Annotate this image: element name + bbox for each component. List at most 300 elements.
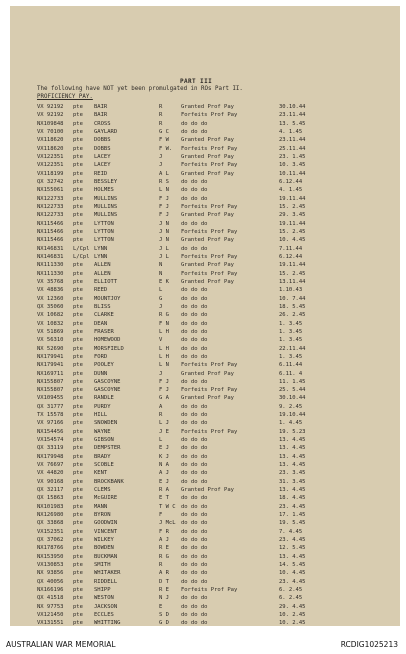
initials: R S (159, 178, 169, 185)
date: 19.10.44 (279, 412, 306, 419)
event: do do do (181, 120, 208, 127)
initials: E (159, 603, 163, 610)
date: 19.11.44 (279, 220, 306, 227)
service-number: NX169711 (37, 370, 64, 377)
surname: SCOBLE (94, 462, 114, 469)
initials: F J (159, 195, 169, 202)
initials: F W. (159, 145, 173, 152)
initials: R G (159, 312, 169, 319)
initials: L (159, 287, 163, 294)
record-row (37, 328, 387, 336)
service-number: NX126980 (37, 512, 64, 519)
rank: pte (73, 228, 83, 235)
date: 25.11.44 (279, 145, 306, 152)
surname: LYTTON (94, 220, 114, 227)
surname: LYTTON (94, 237, 114, 244)
record-row (37, 544, 387, 552)
service-number: VX118199 (37, 170, 64, 177)
initials: R G (159, 553, 169, 560)
event: do do do (181, 478, 208, 485)
date: 13. 4.45 (279, 453, 306, 460)
record-row (37, 428, 387, 436)
surname: ALLEN (94, 270, 111, 277)
event: do do do (181, 453, 208, 460)
event: Forfeits Prof Pay (181, 253, 238, 260)
initials: K J (159, 453, 169, 460)
rank: pte (73, 337, 83, 344)
record-row (37, 528, 387, 536)
surname: GAYLARD (94, 128, 118, 135)
service-number: QX 15863 (37, 495, 64, 502)
date: 10.11.44 (279, 170, 306, 177)
record-row (37, 103, 387, 111)
surname: LYNN (94, 253, 108, 260)
date: 23. 4.45 (279, 537, 306, 544)
date: 23. 4.45 (279, 503, 306, 510)
service-number: NX146831 (37, 245, 64, 252)
record-row (37, 411, 387, 419)
date: 6. 2.45 (279, 595, 303, 602)
service-number: NX179941 (37, 353, 64, 360)
event: do do do (181, 495, 208, 502)
record-row (37, 253, 387, 261)
date: 19.11.44 (279, 195, 306, 202)
surname: MANN (94, 503, 108, 510)
rank: pte (73, 237, 83, 244)
record-row (37, 486, 387, 494)
service-number: QX 37062 (37, 537, 64, 544)
rank: pte (73, 620, 83, 627)
event: do do do (181, 445, 208, 452)
record-row (37, 111, 387, 119)
initials: A R (159, 570, 169, 577)
date: 13. 4.45 (279, 553, 306, 560)
date: 10. 4.45 (279, 570, 306, 577)
rank: pte (73, 428, 83, 435)
rank: pte (73, 170, 83, 177)
record-row (37, 128, 387, 136)
record-row (37, 419, 387, 427)
date: 29. 3.45 (279, 212, 306, 219)
typed-text-area (10, 6, 400, 626)
record-row (37, 561, 387, 569)
surname: GIBSON (94, 437, 114, 444)
event: do do do (181, 287, 208, 294)
surname: ECCLES (94, 612, 114, 619)
record-row (37, 378, 387, 386)
initials: J (159, 153, 163, 160)
surname: GASCOYNE (94, 387, 121, 394)
section-heading: PROFICIENCY PAY. (37, 94, 93, 100)
service-number: QX 35060 (37, 303, 64, 310)
surname: HOMEWOOD (94, 337, 121, 344)
event: do do do (181, 545, 208, 552)
date: 10. 7.44 (279, 295, 306, 302)
date: 4. 1.45 (279, 187, 303, 194)
record-row (37, 120, 387, 128)
rank: pte (73, 512, 83, 519)
event: do do do (181, 553, 208, 560)
date: 22.11.44 (279, 345, 306, 352)
document-id: RCDIG1025213 (340, 640, 398, 649)
event: do do do (181, 470, 208, 477)
surname: WESTON (94, 595, 114, 602)
event: Granted Prof Pay (181, 137, 234, 144)
service-number: VX 12360 (37, 295, 64, 302)
rank: pte (73, 387, 83, 394)
date: 19. 5.23 (279, 428, 306, 435)
initials: R (159, 562, 163, 569)
event: do do do (181, 345, 208, 352)
date: 13.11.44 (279, 278, 306, 285)
record-row (37, 553, 387, 561)
date: 13. 4.45 (279, 487, 306, 494)
initials: D T (159, 578, 169, 585)
date: 1. 4.45 (279, 420, 303, 427)
rank: pte (73, 412, 83, 419)
record-row (37, 178, 387, 186)
initials: A (159, 403, 163, 410)
initials: A J (159, 537, 169, 544)
record-row (37, 278, 387, 286)
event: do do do (181, 187, 208, 194)
event: Granted Prof Pay (181, 237, 234, 244)
service-number: NX155061 (37, 187, 64, 194)
service-number: NX 52690 (37, 345, 64, 352)
event: do do do (181, 537, 208, 544)
event: do do do (181, 420, 208, 427)
initials: J (159, 370, 163, 377)
initials: N J (159, 595, 169, 602)
record-row (37, 511, 387, 519)
date: 23.11.44 (279, 112, 306, 119)
rank: pte (73, 495, 83, 502)
service-number: NX153950 (37, 553, 64, 560)
date: 10. 3.45 (279, 162, 306, 169)
service-number: NX146831 (37, 253, 64, 260)
rank: pte (73, 195, 83, 202)
rank: pte (73, 312, 83, 319)
event: do do do (181, 612, 208, 619)
initials: A J (159, 470, 169, 477)
event: do do do (181, 603, 208, 610)
initials: F J (159, 203, 169, 210)
surname: GOODWIN (94, 520, 118, 527)
service-number: VX 35768 (37, 278, 64, 285)
rank: pte (73, 378, 83, 385)
service-number: VX152351 (37, 528, 64, 535)
rank: pte (73, 478, 83, 485)
rank: pte (73, 437, 83, 444)
date: 7.11.44 (279, 245, 303, 252)
initials: A L (159, 170, 169, 177)
surname: SNOWDEN (94, 420, 118, 427)
rank: pte (73, 328, 83, 335)
rank: pte (73, 345, 83, 352)
initials: L N (159, 187, 169, 194)
service-number: NX122733 (37, 203, 64, 210)
initials: R (159, 412, 163, 419)
rank: pte (73, 553, 83, 560)
record-row (37, 586, 387, 594)
rank: pte (73, 128, 83, 135)
initials: L H (159, 353, 169, 360)
record-row (37, 453, 387, 461)
event: do do do (181, 595, 208, 602)
service-number: VX 48836 (37, 287, 64, 294)
record-row (37, 461, 387, 469)
intro-text: The following have NOT yet been promulgated in ROs Part II. (37, 86, 243, 92)
record-row (37, 261, 387, 269)
surname: BROCKBANK (94, 478, 124, 485)
rank: pte (73, 537, 83, 544)
event: Forfeits Prof Pay (181, 387, 238, 394)
date: 15. 2.45 (279, 270, 306, 277)
surname: POOLEY (94, 362, 114, 369)
rank: pte (73, 370, 83, 377)
date: 23. 1.45 (279, 153, 306, 160)
record-row (37, 186, 387, 194)
rank: pte (73, 162, 83, 169)
surname: REID (94, 170, 108, 177)
rank: pte (73, 262, 83, 269)
service-number: NX115466 (37, 228, 64, 235)
initials: L (159, 437, 163, 444)
service-number: NX179941 (37, 362, 64, 369)
service-number: QX 40056 (37, 578, 64, 585)
initials: J N (159, 220, 169, 227)
initials: G D (159, 620, 169, 627)
service-number: VX118620 (37, 137, 64, 144)
initials: L J (159, 420, 169, 427)
service-number: NX 93856 (37, 570, 64, 577)
surname: CROSS (94, 120, 111, 127)
event: Granted Prof Pay (181, 262, 234, 269)
record-row (37, 195, 387, 203)
document-page (10, 6, 400, 626)
service-number: NX166196 (37, 587, 64, 594)
initials: F J (159, 212, 169, 219)
initials: G A (159, 395, 169, 402)
surname: FORD (94, 353, 108, 360)
surname: LYNN (94, 245, 108, 252)
date: 13. 5.45 (279, 120, 306, 127)
initials: F R (159, 528, 169, 535)
service-number: VX121450 (37, 612, 64, 619)
record-row (37, 320, 387, 328)
surname: LACEY (94, 162, 111, 169)
surname: FRASER (94, 328, 114, 335)
surname: ELLIOTT (94, 278, 118, 285)
service-number: VX 97166 (37, 420, 64, 427)
service-number: NX122733 (37, 195, 64, 202)
service-number: NX115466 (37, 237, 64, 244)
event: do do do (181, 620, 208, 627)
initials: E T (159, 495, 169, 502)
initials: L N (159, 362, 169, 369)
initials: F (159, 512, 163, 519)
service-number: VX 76697 (37, 462, 64, 469)
rank: pte (73, 612, 83, 619)
rank: pte (73, 120, 83, 127)
record-list (37, 103, 387, 628)
date: 6.12.44 (279, 253, 303, 260)
rank: pte (73, 112, 83, 119)
surname: CLARKE (94, 312, 114, 319)
event: do do do (181, 520, 208, 527)
event: Forfeits Prof Pay (181, 587, 238, 594)
surname: KENT (94, 470, 108, 477)
event: do do do (181, 462, 208, 469)
event: do do do (181, 195, 208, 202)
initials: N (159, 270, 163, 277)
date: 29. 4.45 (279, 603, 306, 610)
surname: HOLMES (94, 187, 114, 194)
rank: pte (73, 470, 83, 477)
event: do do do (181, 337, 208, 344)
surname: BAIR (94, 104, 108, 110)
event: do do do (181, 245, 208, 252)
record-row (37, 245, 387, 253)
service-number: VX 56310 (37, 337, 64, 344)
rank: pte (73, 178, 83, 185)
rank: pte (73, 187, 83, 194)
rank: pte (73, 395, 83, 402)
event: Granted Prof Pay (181, 170, 234, 177)
date: 6. 2.45 (279, 587, 303, 594)
date: 15. 2.45 (279, 203, 306, 210)
initials: F W (159, 137, 169, 144)
initials: F J (159, 378, 169, 385)
event: do do do (181, 303, 208, 310)
event: Forfeits Prof Pay (181, 228, 238, 235)
rank: pte (73, 445, 83, 452)
surname: HILL (94, 412, 108, 419)
rank: pte (73, 303, 83, 310)
event: do do do (181, 128, 208, 135)
rank: pte (73, 462, 83, 469)
surname: SMITH (94, 562, 111, 569)
event: do do do (181, 312, 208, 319)
event: do do do (181, 562, 208, 569)
record-row (37, 578, 387, 586)
service-number: VX 51869 (37, 328, 64, 335)
surname: MORSFIELD (94, 345, 124, 352)
record-row (37, 370, 387, 378)
surname: MULLINS (94, 212, 118, 219)
date: 1. 3.45 (279, 337, 303, 344)
record-row (37, 611, 387, 619)
surname: BUCKMAN (94, 553, 118, 560)
event: do do do (181, 503, 208, 510)
surname: WHITAKER (94, 570, 121, 577)
event: Forfeits Prof Pay (181, 362, 238, 369)
initials: F N (159, 320, 169, 327)
surname: BESSLEY (94, 178, 118, 185)
initials: F J (159, 387, 169, 394)
service-number: NX 97753 (37, 603, 64, 610)
event: do do do (181, 328, 208, 335)
record-row (37, 170, 387, 178)
date: 31. 3.45 (279, 478, 306, 485)
rank: pte (73, 603, 83, 610)
surname: BLISS (94, 303, 111, 310)
initials: J N (159, 228, 169, 235)
date: 7. 4.45 (279, 528, 303, 535)
rank: L/Cpl (73, 245, 90, 252)
date: 26. 2.45 (279, 312, 306, 319)
surname: WILKEY (94, 537, 114, 544)
initials: V (159, 337, 163, 344)
record-row (37, 145, 387, 153)
rank: L/Cpl (73, 253, 90, 260)
surname: GASCOYNE (94, 378, 121, 385)
rank: pte (73, 220, 83, 227)
initials: N (159, 262, 163, 269)
surname: DEMPSTER (94, 445, 121, 452)
record-row (37, 519, 387, 527)
record-row (37, 469, 387, 477)
event: do do do (181, 220, 208, 227)
record-row (37, 153, 387, 161)
record-row (37, 478, 387, 486)
record-row (37, 303, 387, 311)
surname: MULLINS (94, 195, 118, 202)
date: 19.11.44 (279, 262, 306, 269)
rank: pte (73, 587, 83, 594)
initials: E J (159, 445, 169, 452)
surname: McGUIRE (94, 495, 118, 502)
record-row (37, 403, 387, 411)
service-number: VX122351 (37, 162, 64, 169)
record-row (37, 444, 387, 452)
service-number: NX178766 (37, 545, 64, 552)
record-row (37, 311, 387, 319)
record-row (37, 161, 387, 169)
date: 10. 2.45 (279, 620, 306, 627)
surname: REED (94, 287, 108, 294)
event: Forfeits Prof Pay (181, 428, 238, 435)
surname: DOBBS (94, 145, 111, 152)
date: 13. 4.45 (279, 462, 306, 469)
rank: pte (73, 137, 83, 144)
event: do do do (181, 378, 208, 385)
initials: R (159, 112, 163, 119)
service-number: VX118620 (37, 145, 64, 152)
record-row (37, 569, 387, 577)
record-row (37, 594, 387, 602)
surname: VINCENT (94, 528, 118, 535)
event: do do do (181, 412, 208, 419)
record-row (37, 228, 387, 236)
initials: R (159, 120, 163, 127)
record-row (37, 503, 387, 511)
service-number: NX109848 (37, 120, 64, 127)
service-number: NX155807 (37, 378, 64, 385)
service-number: VX 92192 (37, 112, 64, 119)
date: 13. 4.45 (279, 445, 306, 452)
date: 12. 5.45 (279, 545, 306, 552)
initials: J N (159, 237, 169, 244)
record-row (37, 361, 387, 369)
event: do do do (181, 403, 208, 410)
service-number: VX109455 (37, 395, 64, 402)
record-row (37, 136, 387, 144)
rank: pte (73, 287, 83, 294)
event: Forfeits Prof Pay (181, 145, 238, 152)
date: 10. 4.45 (279, 237, 306, 244)
service-number: NX111330 (37, 262, 64, 269)
